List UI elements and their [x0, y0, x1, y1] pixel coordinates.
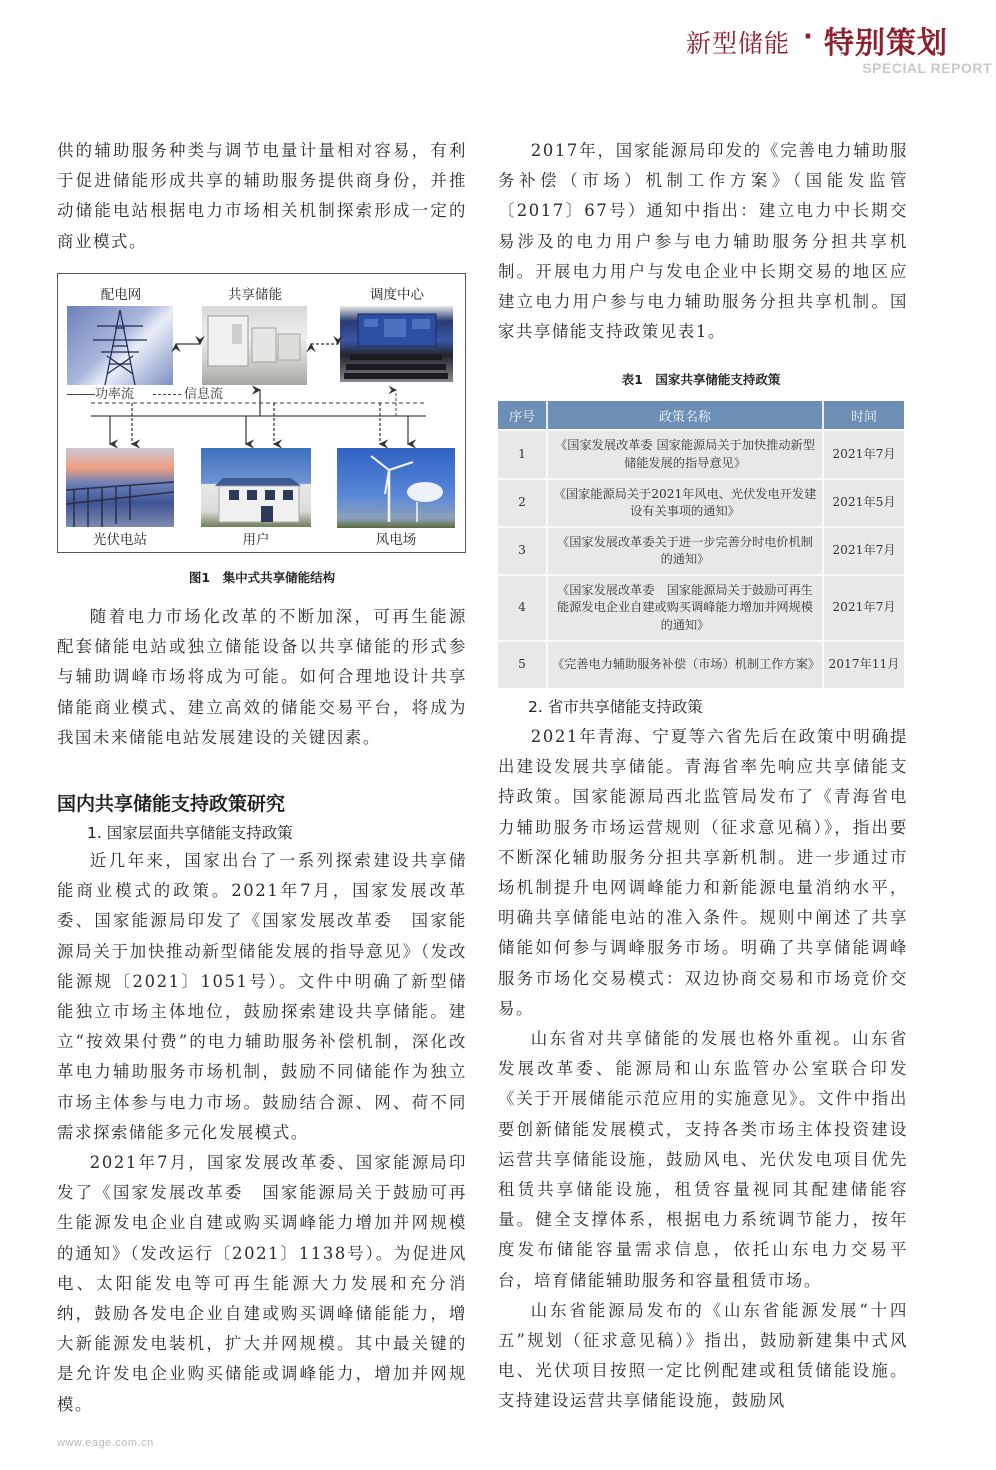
- header-policy-name: 政策名称: [547, 401, 823, 430]
- header-section: 特别策划: [824, 26, 948, 61]
- right-column-top: [498, 136, 908, 347]
- policy-table: [498, 401, 904, 688]
- cell-policy-name: 《国家能源局关于2021年风电、光伏发电开发建设有关事项的通知》: [547, 479, 823, 527]
- paragraph-national-2: 2021年7月，国家发展改革委、国家能源局印发了《国家发展改革委 国家能源局关于鼓励可再生能源发电企业自建或购买调峰能力增加并网规模的通知》（发改运行〔2021〕1138号）。为促进风电、太阳能发电等可再生能源大力发展和充分消纳，鼓励各发电企业自建或购买调峰储能能力，增大新能源发电装机，扩大并网规模。其中最关键的是允许发电企业购买储能或调峰能力，增加并网规模。: [57, 1153, 467, 1414]
- wind-turbine-icon: [337, 448, 455, 528]
- subsection-provincial: 2. 省市共享储能支持政策: [528, 698, 703, 716]
- figure-label-grid: 配电网: [100, 287, 142, 303]
- table-row: [498, 430, 904, 479]
- table-row: [498, 527, 904, 575]
- solar-panel-icon: [66, 448, 174, 527]
- figure-label-wind: 风电场: [375, 532, 417, 548]
- table-caption: 表1 国家共享储能支持政策: [621, 372, 781, 387]
- header-no: 序号: [498, 401, 547, 430]
- paragraph-qinghai: 2021年青海、宁夏等六省先后在政策中明确提出建设发展共享储能。青海省率先响应共享储能支持政策。国家能源局西北监管局发布了《青海省电力辅助服务市场运营规则（征求意见稿）》，指出要不断深化辅助服务分担共享新机制。进一步通过市场机制提升电网调峰能力和新能源电量消纳水平，明确共享储能电站的准入条件。规则中阐述了共享储能如何参与调峰服务市场。明确了共享储能调峰服务市场化交易模式：双边协商交易和市场竞价交易。: [498, 727, 908, 1018]
- subsection-national: 1. 国家层面共享储能支持政策: [87, 824, 293, 843]
- cell-time: 2021年5月: [823, 479, 904, 527]
- cell-time: 2021年7月: [823, 527, 904, 575]
- cell-policy-name: 《国家发展改革委 国家能源局关于加快推动新型储能发展的指导意见》: [547, 430, 823, 479]
- cell-policy-name: 《国家发展改革委 国家能源局关于鼓励可再生能源发电企业自建或购买调峰能力增加并网规模的通知》: [547, 575, 823, 641]
- cell-time: 2021年7月: [823, 430, 904, 479]
- cell-policy-name: 《完善电力辅助服务补偿（市场）机制工作方案》: [547, 641, 823, 688]
- paragraph-shandong-2: 山东省能源局发布的《山东省能源发展“十四五”规划（征求意见稿）》指出，鼓励新建集中式风电、光伏项目按照一定比例配建或租赁储能设施。支持建设运营共享储能设施，鼓励风: [498, 1300, 908, 1411]
- section-header: [666, 18, 996, 78]
- cell-no: 3: [498, 527, 547, 575]
- paragraph-intro: 供的辅助服务种类与调节电量计量相对容易，有利于促进储能形成共享的辅助服务提供商身份，并推动储能电站根据电力市场相关机制探索形成一定的商业模式。: [57, 141, 467, 251]
- header-separator: ·: [803, 22, 813, 52]
- cell-no: 2: [498, 479, 547, 527]
- table-row: [498, 641, 904, 688]
- table-row: [498, 575, 904, 641]
- user-building-image: [201, 448, 311, 527]
- figure-shared-storage-structure: [57, 273, 466, 553]
- paragraph-2017: 2017年，国家能源局印发的《完善电力辅助服务补偿（市场）机制工作方案》（国能发监管〔2017〕67号）通知中指出：建立电力中长期交易涉及的电力用户参与电力辅助服务分担共享机制。开展电力用户与发电企业中长期交易的地区应建立电力用户参与电力辅助服务分担共享机制。国家共享储能支持政策见表1。: [498, 141, 908, 342]
- table-header-row: [498, 401, 904, 430]
- figure-label-user: 用户: [242, 532, 270, 548]
- paragraph-market: 随着电力市场化改革的不断加深，可再生能源配套储能电站或独立储能设备以共享储能的形式参与辅助调峰市场将成为可能。如何合理地设计共享储能商业模式、建立高效的储能交易平台，将成为我国未来储能电站发展建设的关键因素。: [57, 607, 467, 747]
- footer-website: www.eage.com.cn: [57, 1437, 154, 1449]
- cell-time: 2021年7月: [823, 575, 904, 641]
- figure-label-dispatch: 调度中心: [370, 287, 424, 303]
- figure-label-pv: 光伏电站: [93, 532, 147, 548]
- header-time: 时间: [823, 401, 904, 430]
- cell-no: 5: [498, 641, 547, 688]
- left-column-top: [57, 136, 467, 257]
- section-title: 国内共享储能支持政策研究: [57, 793, 286, 816]
- cell-no: 1: [498, 430, 547, 479]
- cell-no: 4: [498, 575, 547, 641]
- legend-info-label: 信息流: [184, 387, 224, 402]
- paragraph-shandong-1: 山东省对共享储能的发展也格外重视。山东省发展改革委、能源局和山东监管办公室联合印发《关于开展储能示范应用的实施意见》。文件中指出要创新储能发展模式，支持各类市场主体投资建设运营共享储能设施，鼓励风电、光伏发电项目优先租赁共享储能设施，租赁容量视同其配建储能容量。健全支撑体系，根据电力系统调节能力，按年度发布储能容量需求信息，依托山东电力交易平台，培育储能辅助服务和容量租赁市场。: [498, 1029, 908, 1290]
- cell-policy-name: 《国家发展改革委关于进一步完善分时电价机制的通知》: [547, 527, 823, 575]
- cell-time: 2017年11月: [823, 641, 904, 688]
- house-icon: [201, 448, 311, 527]
- figure-label-storage: 共享储能: [228, 287, 282, 303]
- wind-farm-image: [337, 448, 455, 528]
- table-row: [498, 479, 904, 527]
- header-topic: 新型储能: [686, 29, 791, 58]
- left-column-body: [57, 602, 467, 1420]
- right-column-body: [498, 692, 908, 1417]
- header-section-en: SPECIAL REPORT: [862, 60, 992, 76]
- pv-station-image: [66, 448, 174, 527]
- paragraph-national-1: 近几年来，国家出台了一系列探索建设共享储能商业模式的政策。2021年7月，国家发展改革委、国家能源局印发了《国家发展改革委 国家能源局关于加快推动新型储能发展的指导意见》（发改能源规〔2021〕1051号）。文件中明确了新型储能独立市场主体地位，鼓励探索建设共享储能。建立“按效果付费”的电力辅助服务补偿机制，深化改革电力辅助服务市场机制，鼓励不同储能作为独立市场主体参与电力市场。鼓励结合源、网、荷不同需求探索储能多元化发展模式。: [57, 851, 467, 1142]
- figure-caption: 图1 集中式共享储能结构: [188, 570, 336, 585]
- legend-power-label: 功率流: [95, 387, 135, 402]
